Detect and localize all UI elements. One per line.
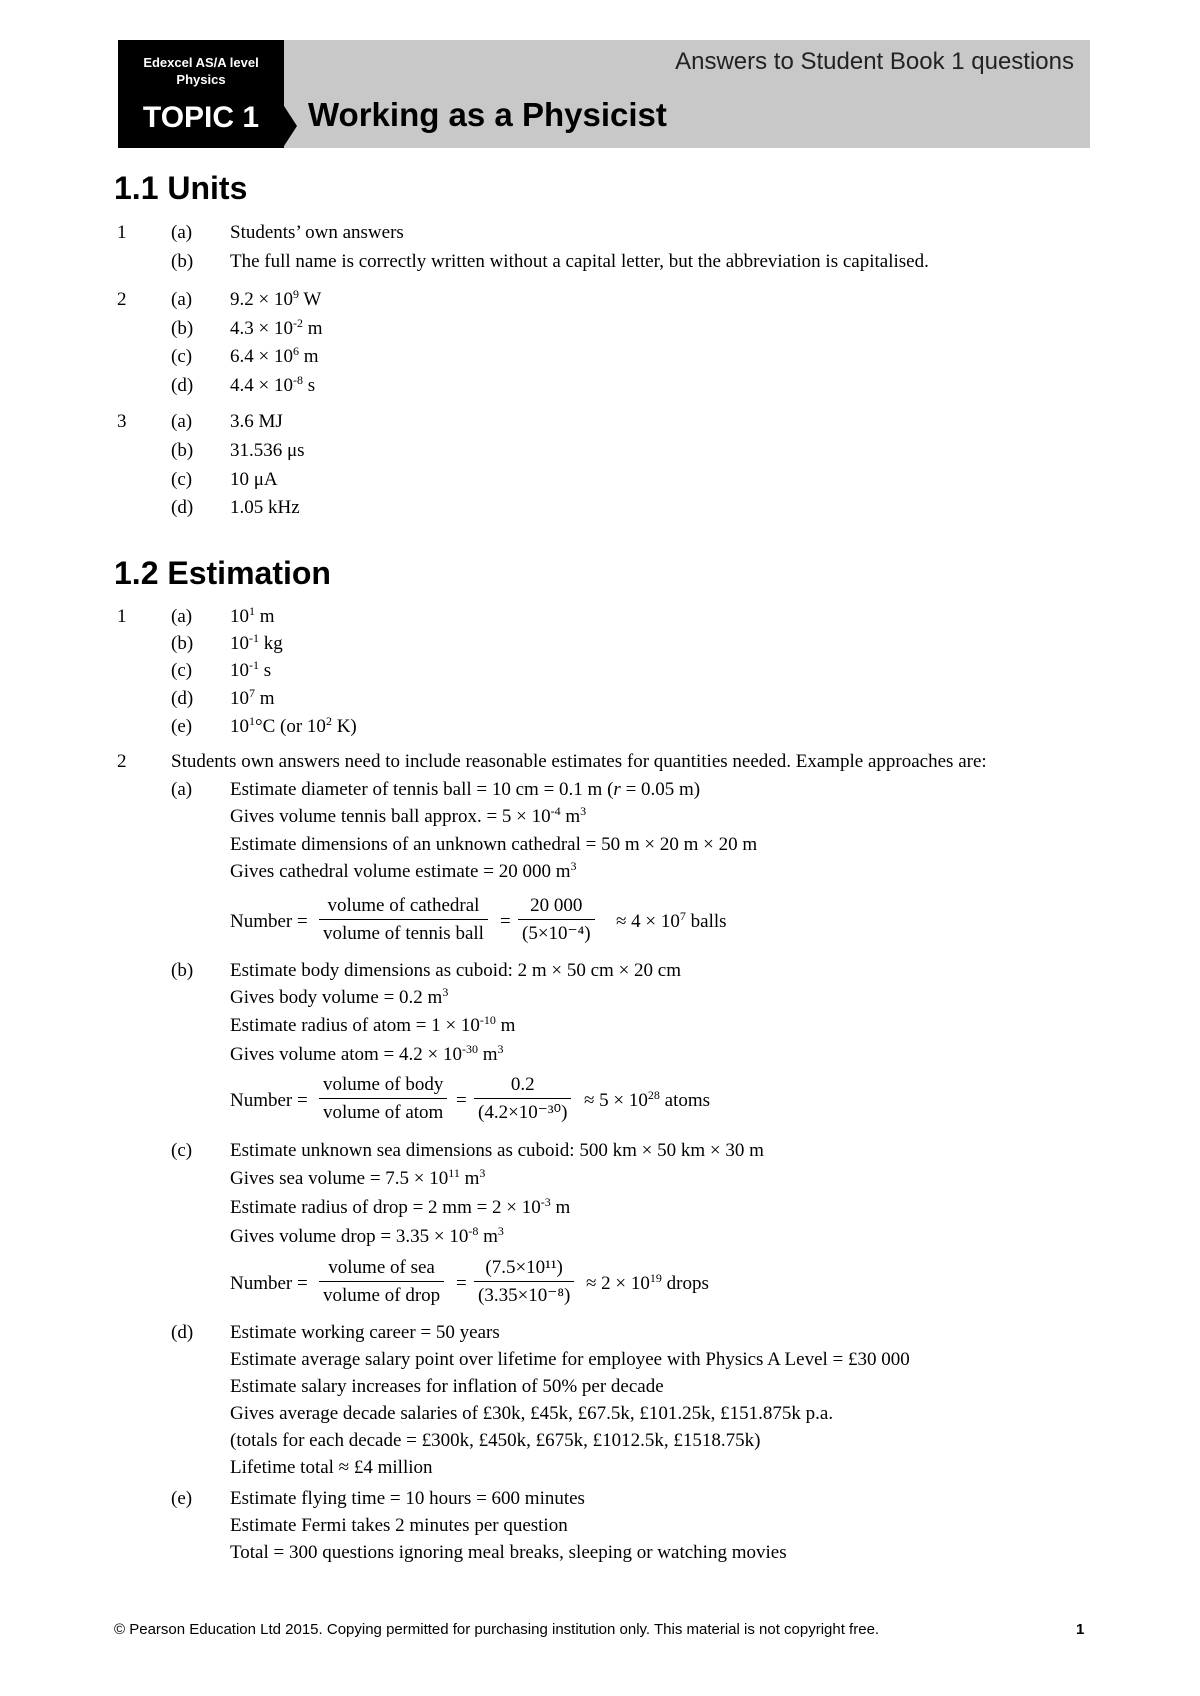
part-label: (b) xyxy=(171,960,194,981)
fraction: (7.5×10¹¹) (3.35×10⁻⁸) xyxy=(474,1255,574,1310)
answer-text: $10^{-1}$ kg xyxy=(230,631,283,654)
fraction: 0.2 (4.2×10⁻³⁰) xyxy=(474,1072,571,1127)
question-intro: Students own answers need to include reasonable estimates for quantities needed. Example approaches are: xyxy=(171,751,987,772)
answer-text: Gives volume drop = $3.35 \times 10^{-8}$ $m^3$ xyxy=(230,1224,504,1247)
part-label: (c) xyxy=(171,469,193,490)
header-subtitle: Answers to Student Book 1 questions xyxy=(675,48,1074,75)
answer-text: 10 μA xyxy=(230,469,278,490)
fraction: volume of body volume of atom xyxy=(319,1072,447,1127)
part-label: (c) xyxy=(171,660,193,681)
brand-block xyxy=(118,40,284,148)
fraction: 20 000 (5×10⁻⁴) xyxy=(518,893,595,948)
answer-text: 31.536 μs xyxy=(230,440,305,461)
answer-text: Estimate radius of atom = $1 \times 10^{-10}$ m xyxy=(230,1013,516,1036)
answer-text: Estimate salary increases for inflation of 50% per decade xyxy=(230,1376,664,1397)
answer-text: Total = 300 questions ignoring meal breaks, sleeping or watching movies xyxy=(230,1542,787,1563)
answer-text: Estimate working career = 50 years xyxy=(230,1322,500,1343)
fraction: volume of sea volume of drop xyxy=(319,1255,444,1310)
section-heading-units: 1.1 Units xyxy=(114,170,248,206)
question-number: 2 xyxy=(117,289,127,310)
question-number: 1 xyxy=(117,222,127,243)
answer-text: $10^1$ m xyxy=(230,604,275,627)
part-label: (c) xyxy=(171,346,193,367)
part-label: (a) xyxy=(171,779,193,800)
copyright-footer: © Pearson Education Ltd 2015. Copying permitted for purchasing institution only. This material is not copyright free. xyxy=(114,1621,880,1638)
topic-label: TOPIC 1 xyxy=(142,101,260,134)
chevron-right-icon xyxy=(284,106,297,146)
part-label: (d) xyxy=(171,1322,194,1343)
part-label: (e) xyxy=(171,716,193,737)
answer-text: Estimate unknown sea dimensions as cuboid: 500 km × 50 km × 30 m xyxy=(230,1140,764,1161)
answer-text: $10^7$ m xyxy=(230,686,275,709)
part-label: (a) xyxy=(171,289,193,310)
part-label: (e) xyxy=(171,1488,193,1509)
answer-text: Estimate flying time = 10 hours = 600 minutes xyxy=(230,1488,585,1509)
answer-text: Estimate average salary point over lifetime for employee with Physics A Level = £30 000 xyxy=(230,1349,910,1370)
part-label: (a) xyxy=(171,606,193,627)
answer-text: Gives body volume = 0.2 $m^3$ xyxy=(230,985,449,1008)
answer-text: $4.3 \times 10^{-2}$ m xyxy=(230,316,323,339)
brand-line-2: Physics xyxy=(176,72,226,87)
answer-text: $10^1^\circ C$ (or $10^2$ K) xyxy=(230,714,357,737)
answer-text: Estimate radius of drop = 2 mm = $2 \times 10^{-3}$ m xyxy=(230,1195,571,1218)
page-header xyxy=(118,40,1090,148)
answer-text: $10^{-1}$ s xyxy=(230,658,272,681)
part-label: (b) xyxy=(171,251,194,272)
answer-text: Estimate body dimensions as cuboid: 2 m × 50 cm × 20 cm xyxy=(230,960,681,981)
part-label: (b) xyxy=(171,318,194,339)
part-label: (c) xyxy=(171,1140,193,1161)
part-label: (d) xyxy=(171,688,194,709)
question-number: 1 xyxy=(117,606,127,627)
answer-text: The full name is correctly written without a capital letter, but the abbreviation is capitalised. xyxy=(230,251,929,272)
answer-text: Gives volume atom = $4.2 \times 10^{-30}$ $m^3$ xyxy=(230,1042,504,1065)
question-number: 3 xyxy=(117,411,127,432)
answer-text: 1.05 kHz xyxy=(230,497,300,518)
answer-text: $9.2 \times 10^9$ W xyxy=(230,287,322,310)
answer-text: Gives volume tennis ball approx. = $5 \times 10^{-4}$ $m^3$ xyxy=(230,804,587,827)
answer-text: Gives average decade salaries of £30k, £45k, £67.5k, £101.25k, £151.875k p.a. xyxy=(230,1403,834,1424)
answer-text: Lifetime total ≈ £4 million xyxy=(230,1457,433,1478)
part-label: (d) xyxy=(171,497,194,518)
part-label: (a) xyxy=(171,411,193,432)
page-title: Working as a Physicist xyxy=(308,96,667,133)
page-number: 1 xyxy=(1076,1621,1085,1638)
answer-text: Gives cathedral volume estimate = 20 000 $m^3$ xyxy=(230,859,577,882)
answer-text: Estimate diameter of tennis ball = 10 cm = 0.1 m (r = 0.05 m) xyxy=(230,779,701,800)
fraction: volume of cathedral volume of tennis ball xyxy=(319,893,488,948)
part-label: (d) xyxy=(171,375,194,396)
answer-text: Students’ own answers xyxy=(230,222,404,243)
answer-text: 3.6 MJ xyxy=(230,411,283,432)
answer-text: (totals for each decade = £300k, £450k, £675k, £1012.5k, £1518.75k) xyxy=(230,1430,761,1451)
section-heading-estimation: 1.2 Estimation xyxy=(114,555,331,591)
question-number: 2 xyxy=(117,751,127,772)
part-label: (b) xyxy=(171,633,194,654)
answer-text: $4.4 \times 10^{-8}$ s xyxy=(230,373,316,396)
answer-text: Gives sea volume = $7.5 \times 10^{11}$ $m^3$ xyxy=(230,1166,486,1189)
answer-text: Estimate Fermi takes 2 minutes per question xyxy=(230,1515,568,1536)
answer-text: Estimate dimensions of an unknown cathedral = 50 m × 20 m × 20 m xyxy=(230,834,758,855)
answer-text: $6.4 \times 10^6$ m xyxy=(230,344,319,367)
brand-line-1: Edexcel AS/A level xyxy=(143,55,259,70)
part-label: (b) xyxy=(171,440,194,461)
part-label: (a) xyxy=(171,222,193,243)
